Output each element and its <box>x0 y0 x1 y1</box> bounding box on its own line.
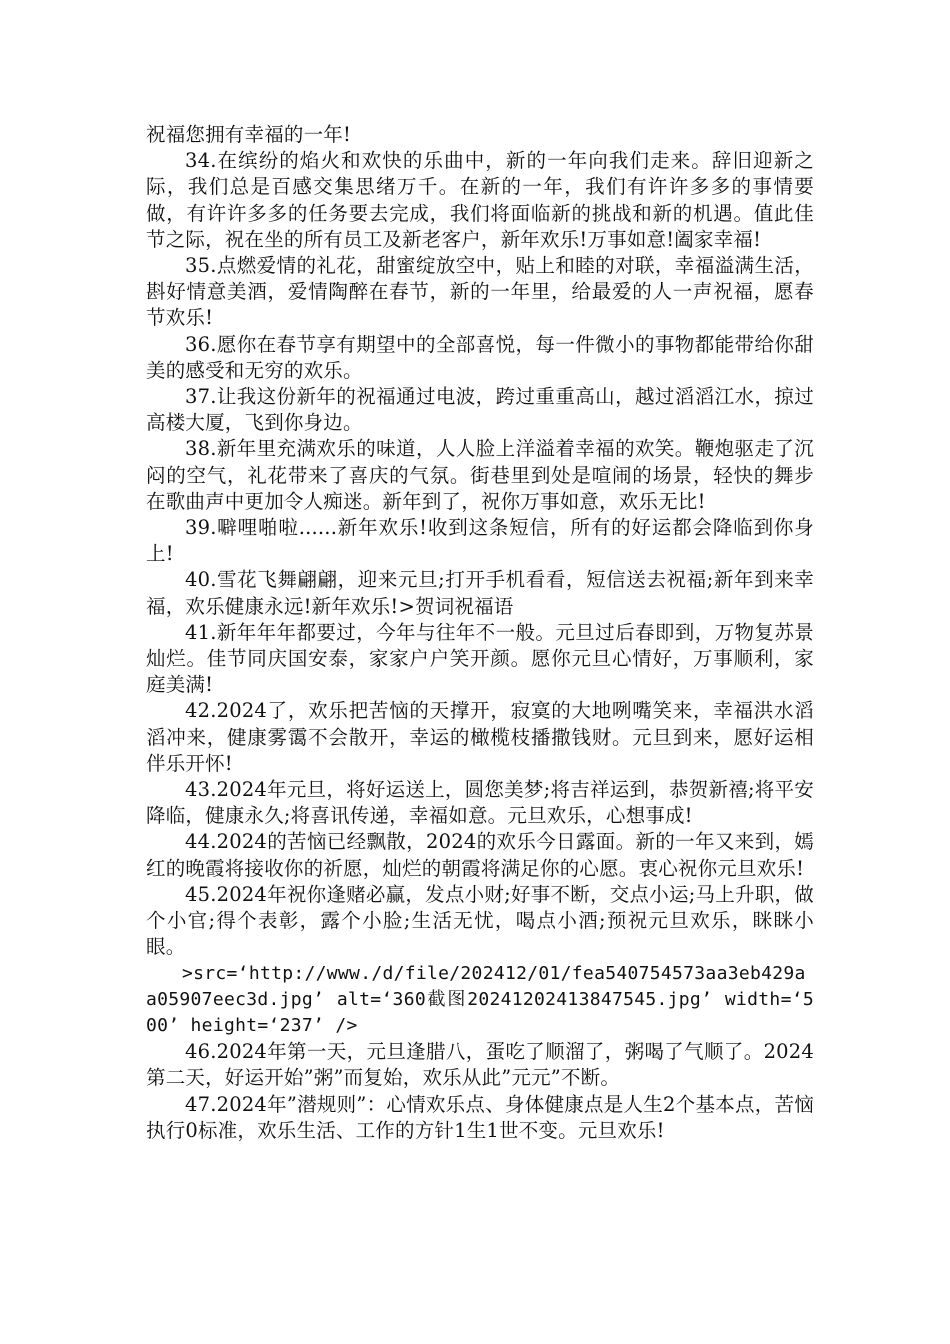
paragraph-41: 41.新年年年都要过，今年与往年不一般。元旦过后春即到，万物复苏景灿烂。佳节同庆国安泰，家家户户笑开颜。愿你元旦心情好，万事顺利，家庭美满! <box>146 620 814 697</box>
paragraph-45: 45.2024年祝你逢赌必赢，发点小财;好事不断，交点小运;马上升职，做个小官;得个表彰，露个小脸;生活无忧，喝点小酒;预祝元旦欢乐，眯眯小眼。 <box>146 882 814 959</box>
paragraph-34: 34.在缤纷的焰火和欢快的乐曲中，新的一年向我们走来。辞旧迎新之际，我们总是百感交集思绪万千。在新的一年，我们有许许多多的事情要做，有许许多多的任务要去完成，我们将面临新的挑战和新的机遇。值此佳节之际，祝在坐的所有员工及新老客户，新年欢乐!万事如意!阖家幸福! <box>146 149 814 251</box>
paragraph-35: 35.点燃爱情的礼花，甜蜜绽放空中，贴上和睦的对联，幸福溢满生活，斟好情意美酒，爱情陶醉在春节，新的一年里，给最爱的人一声祝福，愿春节欢乐! <box>146 254 814 330</box>
paragraph-39: 39.噼哩啪啦......新年欢乐!收到这条短信，所有的好运都会降临到你身上! <box>146 516 814 566</box>
image-markup-text: >src=‘http://www./d/file/202412/01/fea540754573aa3eb429aa05907eec3d.jpg’ alt=‘360截图20241202413847545.jpg’ width=‘500’ height=‘237’ /> <box>146 962 814 1036</box>
paragraph-47: 47.2024年”潜规则”：心情欢乐点、身体健康点是人生2个基本点，苦恼执行0标准，欢乐生活、工作的方针1生1世不变。元旦欢乐! <box>146 1092 814 1142</box>
paragraph-44: 44.2024的苦恼已经飘散，2024的欢乐今日露面。新的一年又来到，嫣红的晚霞将接收你的祈愿，灿烂的朝霞将满足你的心愿。衷心祝你元旦欢乐! <box>146 830 814 880</box>
paragraph-33-ending: 祝福您拥有幸福的一年! <box>146 123 352 146</box>
document-body <box>146 122 814 1144</box>
paragraph-36: 36.愿你在春节享有期望中的全部喜悦，每一件微小的事物都能带给你甜美的感受和无穷的欢乐。 <box>146 332 814 382</box>
paragraph-40: 40.雪花飞舞翩翩，迎来元旦;打开手机看看，短信送去祝福;新年到来幸福，欢乐健康永远!新年欢乐!>贺词祝福语 <box>146 568 814 618</box>
paragraph-42: 42.2024了，欢乐把苦恼的天撑开，寂寞的大地咧嘴笑来，幸福洪水滔滔冲来，健康雾霭不会散开，幸运的橄榄枝播撒钱财。元旦到来，愿好运相伴乐开怀! <box>146 699 814 775</box>
paragraph-37: 37.让我这份新年的祝福通过电波，跨过重重高山，越过滔滔江水，掠过高楼大厦，飞到你身边。 <box>146 385 814 435</box>
paragraph-38: 38.新年里充满欢乐的味道，人人脸上洋溢着幸福的欢笑。鞭炮驱走了沉闷的空气，礼花带来了喜庆的气氛。街巷里到处是喧闹的场景，轻快的舞步在歌曲声中更加令人痴迷。新年到了，祝你万事如意，欢乐无比! <box>146 437 814 513</box>
paragraph-43: 43.2024年元旦，将好运送上，圆您美梦;将吉祥运到，恭贺新禧;将平安降临，健康永久;将喜讯传递，幸福如意。元旦欢乐，心想事成! <box>146 778 814 828</box>
paragraph-46: 46.2024年第一天，元旦逢腊八，蛋吃了顺溜了，粥喝了气顺了。2024第二天，好运开始”粥”而复始，欢乐从此”元元”不断。 <box>146 1040 814 1090</box>
